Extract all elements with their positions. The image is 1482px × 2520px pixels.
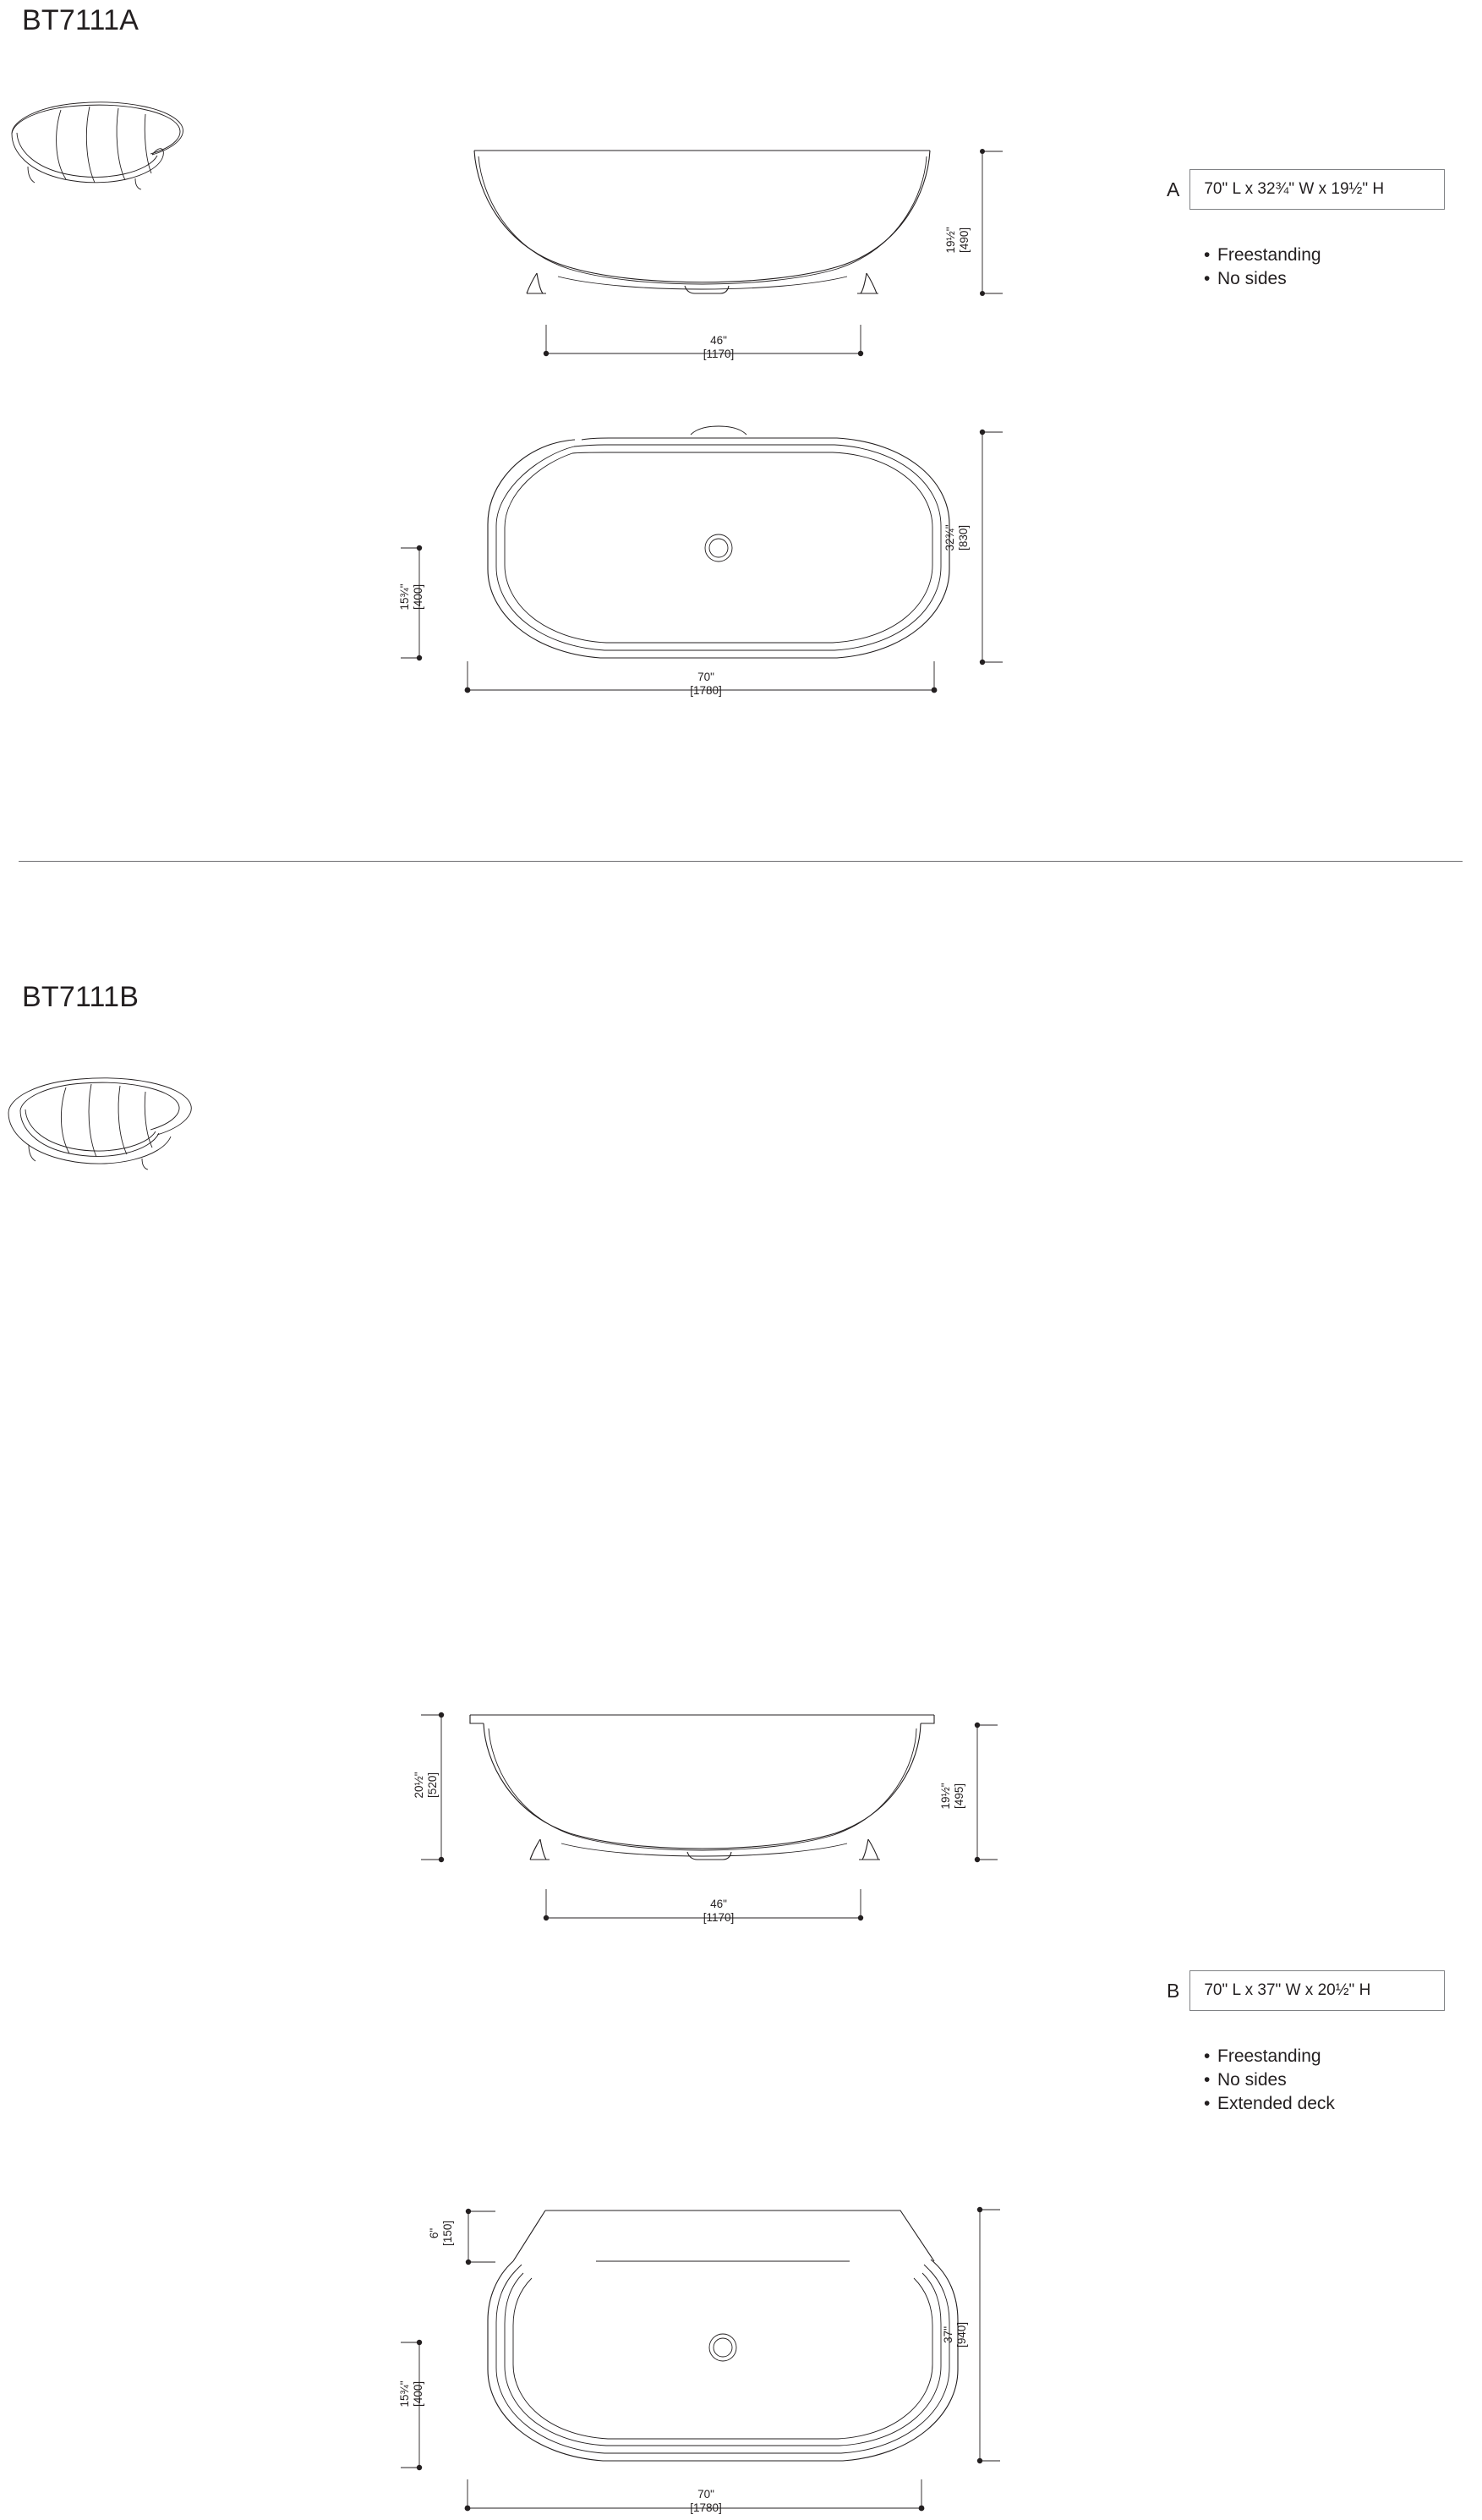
elevation-a-width-label: 46" [1170]	[703, 334, 735, 360]
feature-item: • Freestanding	[1204, 2045, 1335, 2068]
page-title-a: BT7111A	[22, 4, 139, 36]
elevation-a-height-label: 19½" [490]	[944, 227, 971, 254]
elevation-b-width-label: 46" [1170]	[703, 1898, 735, 1924]
product-section-bt7111a	[0, 0, 1482, 854]
page-title-b: BT7111B	[22, 981, 139, 1013]
plan-view-a	[469, 431, 976, 677]
spec-callout-a	[1167, 169, 1445, 210]
elevation-view-a	[457, 148, 964, 317]
feature-list-a	[1204, 244, 1321, 291]
plan-a-width-label: 32¾" [830]	[943, 524, 970, 551]
plan-a-width-dimension	[972, 427, 1006, 672]
isometric-view-a	[0, 80, 211, 190]
elevation-b-right-height-dimension	[964, 1710, 998, 1879]
plan-b-width-label: 37" [940]	[942, 2321, 968, 2347]
plan-a-length-label: 70" [1780]	[690, 671, 722, 697]
spec-dimensions-b: 70" L x 37" W x 20½" H	[1189, 1970, 1445, 2011]
feature-list-b	[1204, 2045, 1335, 2116]
plan-b-length-label: 70" [1780]	[690, 2488, 722, 2514]
feature-item: • No sides	[1204, 2068, 1335, 2092]
plan-b-width-dimension	[968, 2203, 1002, 2473]
feature-item: • Freestanding	[1204, 244, 1321, 267]
plan-b-inner-label: 15¾" [400]	[398, 2380, 424, 2408]
elevation-b-left-height-label: 20½" [520]	[413, 1772, 439, 1799]
isometric-view-b	[0, 1057, 211, 1175]
spec-letter-a: A	[1167, 178, 1180, 200]
plan-view-b	[461, 2189, 985, 2493]
plan-b-deck-label: 6" [150]	[428, 2220, 454, 2246]
feature-item: • No sides	[1204, 267, 1321, 291]
spec-dimensions-a: 70" L x 32¾" W x 19½" H	[1189, 169, 1445, 210]
feature-item: • Extended deck	[1204, 2092, 1335, 2116]
elevation-view-b	[457, 1710, 964, 1879]
product-section-bt7111b	[0, 854, 1482, 2514]
elevation-b-right-height-label: 19½" [495]	[939, 1783, 965, 1810]
spec-letter-b: B	[1167, 1979, 1180, 2002]
plan-a-inner-label: 15¾" [400]	[398, 583, 424, 611]
spec-callout-b	[1167, 1970, 1445, 2011]
elevation-a-height-dimension	[972, 148, 1006, 317]
